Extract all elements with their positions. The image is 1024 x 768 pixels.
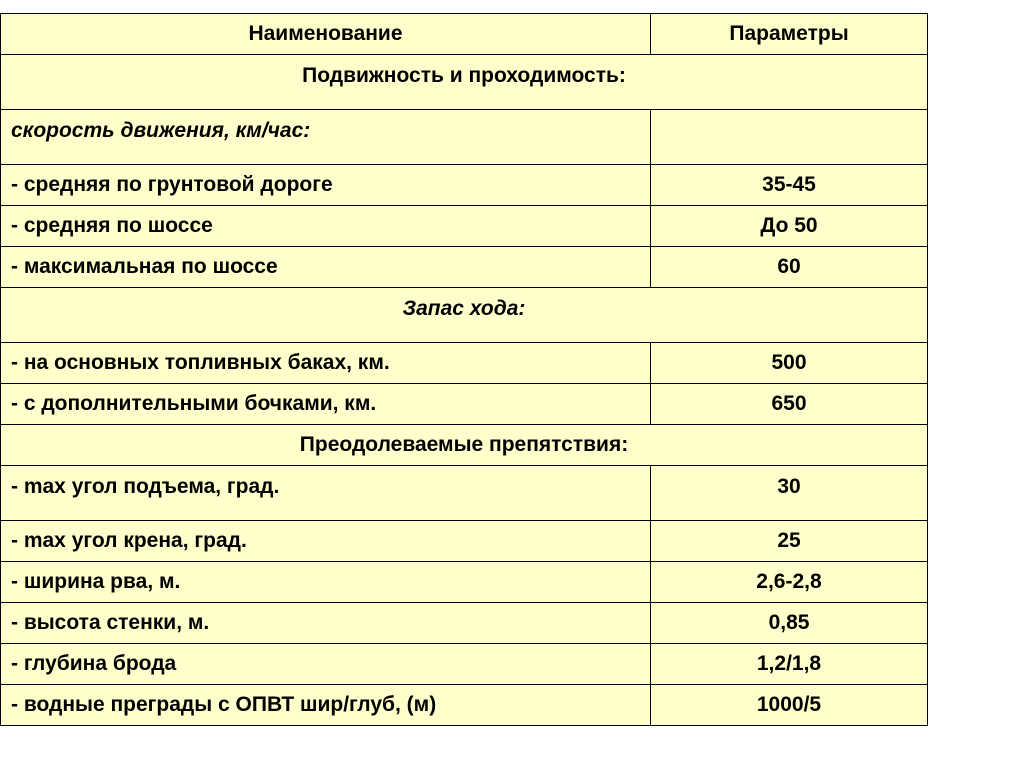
- table-row: [1, 343, 928, 384]
- header-param-cell: Параметры: [651, 14, 928, 55]
- row-name: - глубина брода: [1, 644, 651, 685]
- table-row: [1, 644, 928, 685]
- section-mobility: Подвижность и проходимость:: [1, 55, 928, 110]
- row-name: - ширина рва, м.: [1, 562, 651, 603]
- table-header-row: [1, 14, 928, 55]
- section-row-mobility: [1, 55, 928, 110]
- section-obstacles: Преодолеваемые препятствия:: [1, 425, 928, 466]
- section-row-range: [1, 288, 928, 343]
- row-value: 0,85: [651, 603, 928, 644]
- row-name: - максимальная по шоссе: [1, 247, 651, 288]
- table-row: [1, 685, 928, 726]
- row-name: - высота стенки, м.: [1, 603, 651, 644]
- table-row: [1, 206, 928, 247]
- row-name: - на основных топливных баках, км.: [1, 343, 651, 384]
- section-speed-value: [651, 110, 928, 165]
- row-value: 650: [651, 384, 928, 425]
- section-row-speed: [1, 110, 928, 165]
- table-row: [1, 247, 928, 288]
- row-name: - max угол подъема, град.: [1, 466, 651, 521]
- row-value: 25: [651, 521, 928, 562]
- row-value: 30: [651, 466, 928, 521]
- table-row: [1, 562, 928, 603]
- row-value: 1,2/1,8: [651, 644, 928, 685]
- row-value: 35-45: [651, 165, 928, 206]
- table-row: [1, 165, 928, 206]
- table-row: [1, 603, 928, 644]
- section-range: Запас хода:: [1, 288, 928, 343]
- section-row-obstacles: [1, 425, 928, 466]
- table-row: [1, 521, 928, 562]
- section-speed: скорость движения, км/час:: [1, 110, 651, 165]
- row-value: 2,6-2,8: [651, 562, 928, 603]
- table-row: [1, 466, 928, 521]
- row-name: - с дополнительными бочками, км.: [1, 384, 651, 425]
- row-value: 1000/5: [651, 685, 928, 726]
- specs-table: [0, 13, 928, 726]
- table-row: [1, 384, 928, 425]
- row-name: - max угол крена, град.: [1, 521, 651, 562]
- row-value: До 50: [651, 206, 928, 247]
- row-name: - средняя по грунтовой дороге: [1, 165, 651, 206]
- row-value: 500: [651, 343, 928, 384]
- header-name-cell: Наименование: [1, 14, 651, 55]
- row-value: 60: [651, 247, 928, 288]
- row-name: - средняя по шоссе: [1, 206, 651, 247]
- row-name: - водные преграды с ОПВТ шир/глуб, (м): [1, 685, 651, 726]
